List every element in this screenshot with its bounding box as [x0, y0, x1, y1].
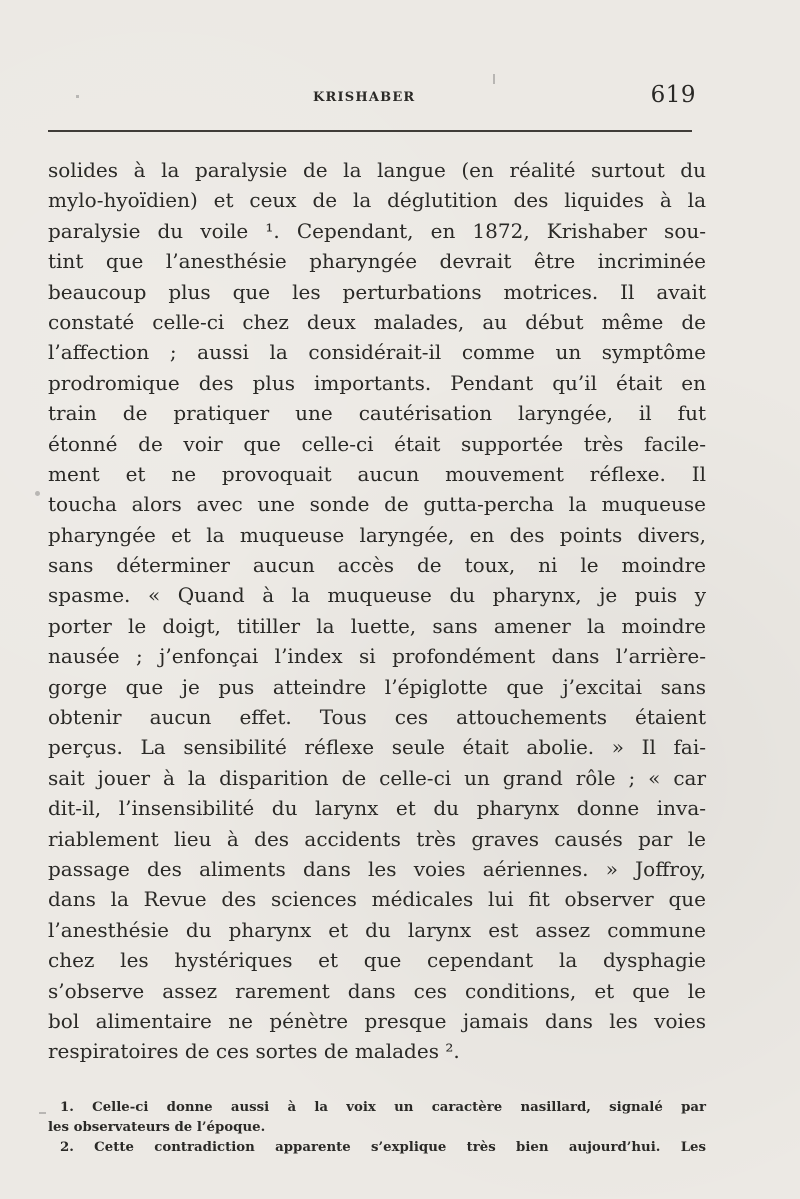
body-line-17: nausée ; j’enfonçai l’index si profondément dans l’arrière-	[48, 644, 706, 669]
body-line-6: constaté celle-ci chez deux malades, au début même de	[48, 309, 706, 334]
footnote-line-1: 1. Celle-ci donne aussi à la voix un caractère nasillard, signalé par	[60, 1100, 706, 1115]
body-line-16: porter le doigt, titiller la luette, sans amener la moindre	[48, 613, 706, 638]
body-line-1: solides à la paralysie de la langue (en réalité surtout du	[48, 158, 706, 182]
body-line-12: toucha alors avec une sonde de gutta-percha la muqueuse	[48, 492, 706, 517]
body-line-4: tint que l’anesthésie pharyngée devrait être incriminée	[48, 249, 706, 274]
body-line-18: gorge que je pus atteindre l’épiglotte que j’excitai sans	[48, 674, 706, 699]
body-line-27: chez les hystériques et que cependant la dysphagie	[48, 948, 706, 973]
main-text	[48, 155, 706, 1067]
body-line-21: sait jouer à la disparition de celle-ci un grand rôle ; « car	[48, 765, 706, 790]
page-header	[48, 82, 704, 114]
running-head: KRISHABER	[313, 90, 416, 105]
body-line-5: beaucoup plus que les perturbations motrices. Il avait	[48, 279, 706, 304]
footnote-line-2: les observateurs de l’époque.	[48, 1120, 266, 1135]
body-line-3: paralysie du voile ¹. Cependant, en 1872, Krishaber sou-	[48, 218, 706, 243]
body-line-9: train de pratiquer une cautérisation laryngée, il fut	[48, 401, 706, 426]
body-line-24: passage des aliments dans les voies aériennes. » Joffroy,	[48, 856, 706, 881]
body-line-7: l’affection ; aussi la considérait-il comme un symptôme	[48, 340, 706, 365]
body-line-10: étonné de voir que celle-ci était supportée très facile-	[48, 431, 706, 456]
footnotes	[48, 1098, 706, 1158]
body-line-8: prodromique des plus importants. Pendant qu’il était en	[48, 370, 706, 395]
body-line-23: riablement lieu à des accidents très graves causés par le	[48, 826, 706, 851]
body-line-15: spasme. « Quand à la muqueuse du pharynx, je puis y	[48, 583, 706, 608]
body-line-30: respiratoires de ces sortes de malades ².	[48, 1039, 460, 1064]
body-line-28: s’observe assez rarement dans ces conditions, et que le	[48, 978, 706, 1003]
body-line-13: pharyngée et la muqueuse laryngée, en des points divers,	[48, 522, 706, 547]
footnote-line-3: 2. Cette contradiction apparente s’explique très bien aujourd’hui. Les	[60, 1140, 706, 1155]
body-line-20: perçus. La sensibilité réflexe seule était abolie. » Il fai-	[48, 735, 706, 760]
header-rule	[48, 130, 692, 132]
body-line-11: ment et ne provoquait aucun mouvement réflexe. Il	[48, 461, 706, 486]
scan-speck-3	[35, 491, 40, 496]
body-line-29: bol alimentaire ne pénètre presque jamais dans les voies	[48, 1008, 706, 1033]
body-line-19: obtenir aucun effet. Tous ces attouchements étaient	[48, 705, 706, 730]
body-line-22: dit-il, l’insensibilité du larynx et du pharynx donne inva-	[48, 796, 706, 821]
body-line-26: l’anesthésie du pharynx et du larynx est assez commune	[48, 917, 706, 942]
body-line-2: mylo-hyoïdien) et ceux de la déglutition des liquides à la	[48, 188, 706, 213]
page-number: 619	[650, 82, 696, 108]
body-line-14: sans déterminer aucun accès de toux, ni le moindre	[48, 553, 706, 578]
scan-speck-2	[493, 74, 495, 84]
scan-speck-4	[39, 1112, 46, 1114]
body-line-25: dans la Revue des sciences médicales lui fit observer que	[48, 887, 706, 912]
